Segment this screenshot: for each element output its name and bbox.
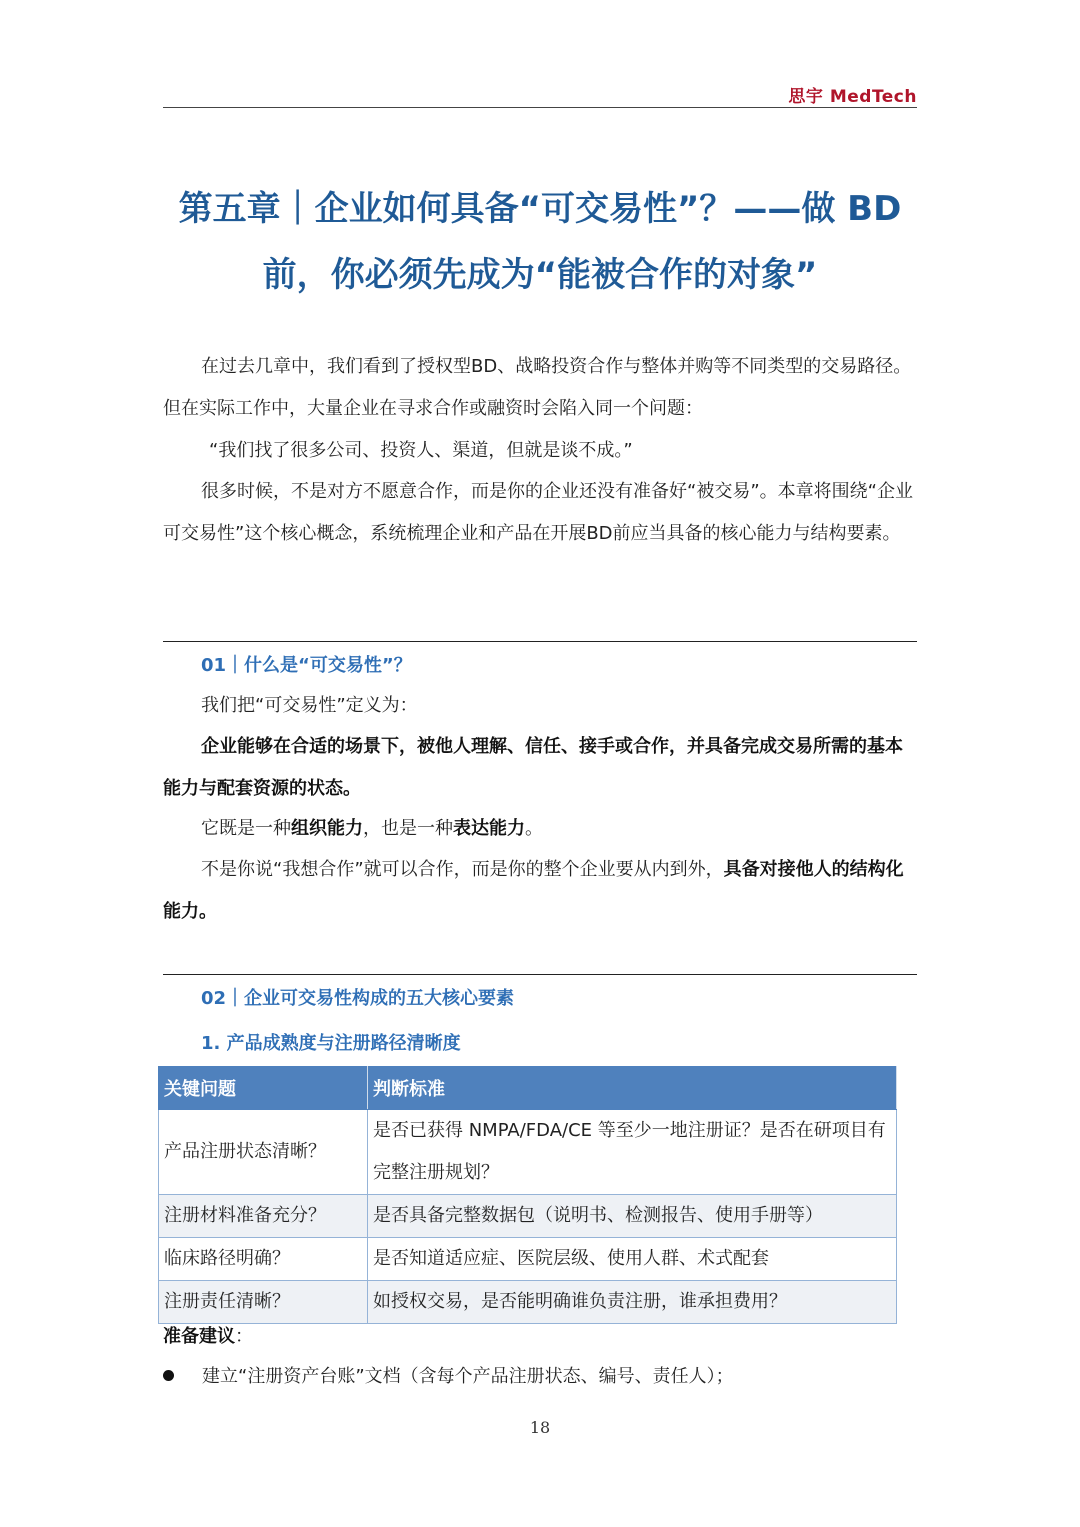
list-item (163, 1362, 734, 1388)
definition-intro: 我们把“可交易性”定义为： (201, 695, 418, 716)
table-header-cell: 判断标准 (368, 1067, 897, 1110)
definition-text: 企业能够在合适的场景下，被他人理解、信任、接手或合作，并具备完成交易所需的基本能力与配套资源的状态。 (163, 736, 903, 799)
capability-text-c: ，也是一种 (363, 818, 453, 839)
prep-label-text: 准备建议 (163, 1326, 235, 1347)
table-cell: 是否已获得 NMPA/FDA/CE 等至少一地注册证？是否在研项目有完整注册规划？ (368, 1110, 897, 1195)
table-cell: 临床路径明确？ (159, 1238, 368, 1281)
section1-heading: 01｜什么是“可交易性”？ (201, 655, 412, 676)
prep-label-colon: ： (235, 1326, 253, 1347)
table-row (159, 1195, 897, 1238)
page-number: 18 (529, 1418, 551, 1437)
table-cell: 注册责任清晰？ (159, 1281, 368, 1324)
chapter-title (120, 176, 960, 308)
capability-expr: 表达能力 (453, 818, 525, 839)
section2-heading: 02｜企业可交易性构成的五大核心要素 (201, 988, 515, 1009)
section1-rule (163, 641, 917, 642)
table-cell: 是否知道适应症、医院层级、使用人群、术式配套 (368, 1238, 897, 1281)
chapter-title-line1: 第五章｜企业如何具备“可交易性”？——做 BD (178, 189, 902, 229)
intro-paragraph-2: 很多时候，不是对方不愿意合作，而是你的企业还没有准备好“被交易”。本章将围绕“企业可交易性”这个核心概念，系统梳理企业和产品在开展BD前应当具备的核心能力与结构要素。 (163, 481, 913, 544)
table-row (159, 1110, 897, 1195)
table-row (159, 1281, 897, 1324)
capability-text-a: 它既是一种 (201, 818, 291, 839)
capability-org: 组织能力 (291, 818, 363, 839)
header-rule (163, 107, 917, 108)
table-cell: 产品注册状态清晰？ (159, 1110, 368, 1195)
bullet-dot-icon (163, 1370, 174, 1381)
capability-line (163, 808, 917, 850)
table-header-cell: 关键问题 (159, 1067, 368, 1110)
header-brand: 思宇 MedTech (788, 87, 917, 107)
structure-text-a: 不是你说“我想合作”就可以合作，而是你的整个企业要从内到外， (201, 859, 724, 880)
registration-table (158, 1066, 897, 1324)
list-item-text: 建立“注册资产台账”文档（含每个产品注册状态、编号、责任人）； (202, 1366, 734, 1387)
table-header-row (159, 1067, 897, 1110)
table-cell: 是否具备完整数据包（说明书、检测报告、使用手册等） (368, 1195, 897, 1238)
table-cell: 如授权交易，是否能明确谁负责注册，谁承担费用？ (368, 1281, 897, 1324)
table-cell: 注册材料准备充分？ (159, 1195, 368, 1238)
prep-label (163, 1322, 253, 1348)
intro-paragraph-1: 在过去几章中，我们看到了授权型BD、战略投资合作与整体并购等不同类型的交易路径。但在实际工作中，大量企业在寻求合作或融资时会陷入同一个问题： (163, 356, 912, 419)
chapter-title-line2: 前，你必须先成为“能被合作的对象” (262, 255, 818, 295)
capability-text-e: 。 (525, 818, 543, 839)
section2-subheading: 1. 产品成熟度与注册路径清晰度 (201, 1033, 461, 1054)
section2-rule (163, 974, 917, 975)
intro-quote: “我们找了很多公司、投资人、渠道，但就是谈不成。” (209, 440, 633, 461)
structure-line (163, 849, 917, 932)
structure-text-b: 具备对接他人的结构化能力。 (163, 859, 904, 922)
table-row (159, 1238, 897, 1281)
